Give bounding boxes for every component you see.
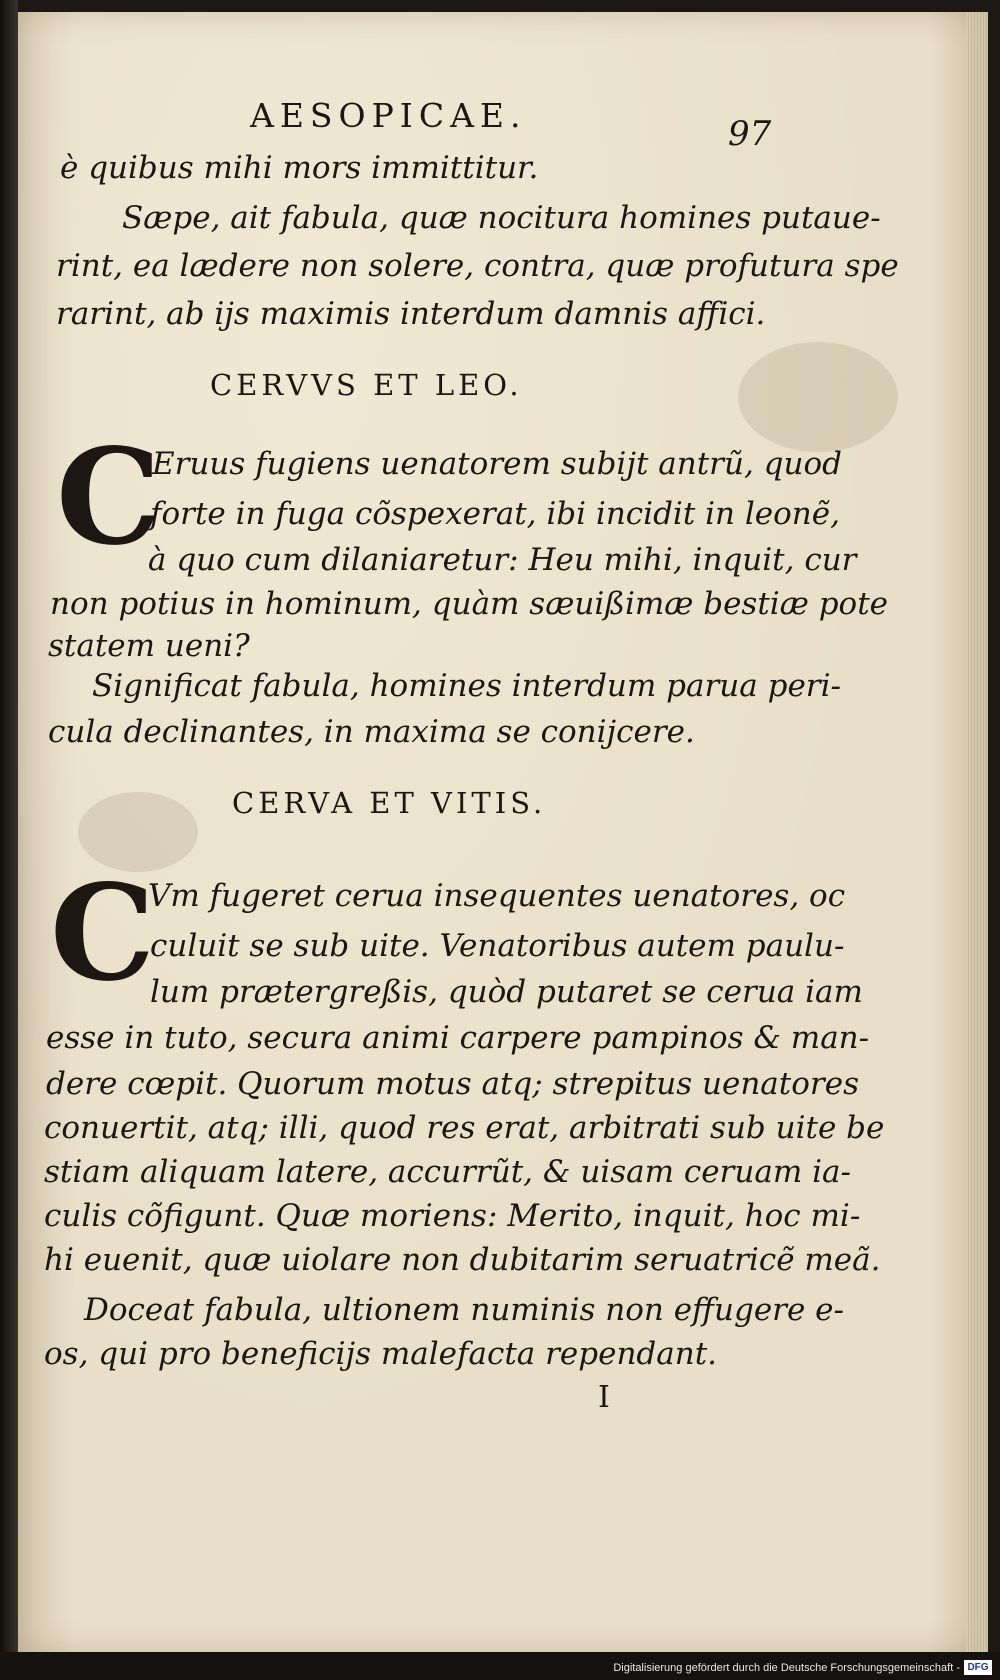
page-number: 97 xyxy=(728,114,772,154)
text-line: lum prætergreßis, quòd putaret se cerua iam xyxy=(150,974,863,1010)
text-line: Sæpe, ait fabula, quæ nocitura homines putaue- xyxy=(122,200,881,236)
fable-title: CERVVS ET LEO. xyxy=(210,368,523,402)
text-line: cula declinantes, in maxima se conijcere. xyxy=(48,714,695,750)
footer-bar xyxy=(0,1652,1000,1680)
drop-cap: C xyxy=(50,856,156,1011)
text-line: statem ueni? xyxy=(48,628,250,664)
text-line: stiam aliquam latere, accurrũt, & uisam ceruam ia- xyxy=(44,1154,851,1190)
text-line: Vm fugeret cerua insequentes uenatores, oc xyxy=(148,878,846,914)
running-title: AESOPICAE. xyxy=(250,96,527,135)
book-spine-shadow xyxy=(0,0,18,1680)
text-line: è quibus mihi mors immittitur. xyxy=(60,150,539,186)
text-line: rint, ea lædere non solere, contra, quæ profutura spe xyxy=(56,248,899,284)
fable-title: CERVA ET VITIS. xyxy=(232,786,547,820)
text-line: Significat fabula, homines interdum parua peri- xyxy=(92,668,841,704)
text-line: Eruus fugiens uenatorem subijt antrũ, quod xyxy=(152,446,842,482)
page-edges xyxy=(966,12,988,1652)
text-line: os, qui pro beneficijs malefacta rependant. xyxy=(44,1336,718,1372)
text-line: Doceat fabula, ultionem numinis non effugere e- xyxy=(84,1292,844,1328)
text-line: à quo cum dilaniaretur: Heu mihi, inquit, cur xyxy=(148,542,857,578)
catchword: I xyxy=(598,1380,610,1415)
text-line: non potius in hominum, quàm sæuißimæ bestiæ pote xyxy=(50,586,889,622)
text-line: esse in tuto, secura animi carpere pampinos & man- xyxy=(46,1020,870,1056)
text-line: conuertit, atq; illi, quod res erat, arbitrati sub uite be xyxy=(44,1110,885,1146)
text-line: culis cõfigunt. Quæ moriens: Merito, inquit, hoc mi- xyxy=(44,1198,861,1234)
text-line: dere cœpit. Quorum motus atq; strepitus uenatores xyxy=(46,1066,859,1102)
text-line: culuit se sub uite. Venatoribus autem paulu- xyxy=(150,928,845,964)
paper-stain xyxy=(738,342,898,452)
text-line: rarint, ab ijs maximis interdum damnis affici. xyxy=(56,296,766,332)
text-line: hi euenit, quæ uiolare non dubitarim seruatricẽ meã. xyxy=(44,1242,881,1278)
text-line: forte in fuga cõspexerat, ibi incidit in leonẽ, xyxy=(150,496,840,532)
digitization-credit: Digitalisierung gefördert durch die Deutsche Forschungsgemeinschaft - xyxy=(613,1662,960,1674)
drop-cap: C xyxy=(56,420,162,575)
dfg-logo: DFG xyxy=(964,1660,992,1675)
